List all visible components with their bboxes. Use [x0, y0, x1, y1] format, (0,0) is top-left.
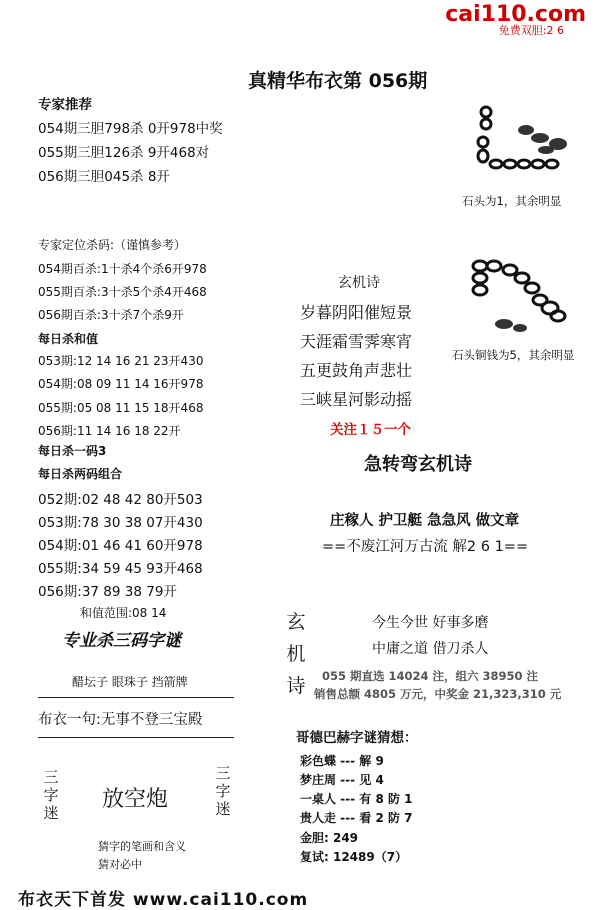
daily-two-line: 054期:01 46 41 60开978 — [38, 538, 203, 554]
zhuang-line: 庄稼人 护卫艇 急急风 做文章 — [330, 513, 520, 529]
daily-two-heading: 每日杀两码组合 — [38, 467, 123, 481]
godel-line: 金胆: 249 — [300, 831, 359, 845]
position-kill-line: 054期百杀:1十杀4个杀6开978 — [38, 262, 207, 276]
expert-line: 056期三胆045杀 8开 — [38, 169, 170, 185]
stone-image-2 — [470, 258, 590, 336]
divider — [38, 737, 234, 738]
godel-line: 一桌人 --- 有 8 防 1 — [300, 792, 413, 806]
daily-two-line: 052期:02 48 42 80开503 — [38, 492, 203, 508]
godel-line: 贵人走 --- 看 2 防 7 — [300, 811, 413, 825]
expert-heading: 专家推荐 — [38, 97, 92, 113]
godel-line: 梦庄周 --- 见 4 — [300, 773, 384, 787]
expert-line: 055期三胆126杀 9开468对 — [38, 145, 210, 161]
three-char-center: 放空炮 — [102, 787, 169, 812]
footer-text: 布衣天下首发 www.cai110.com — [18, 890, 309, 910]
page-title: 真精华布衣第 056期 — [248, 70, 428, 92]
daily-sum-heading: 每日杀和值 — [38, 332, 99, 346]
three-char-note: 猜对必中 — [98, 858, 142, 871]
daily-two-line: 053期:78 30 38 07开430 — [38, 515, 203, 531]
daily-one: 每日杀一码3 — [38, 444, 107, 458]
daily-sum-line: 053期:12 14 16 21 23开430 — [38, 354, 204, 368]
daily-sum-line: 055期:05 08 11 15 18开468 — [38, 401, 204, 415]
fei-line: ==不废江河万古流 解2 6 1== — [322, 539, 529, 555]
daily-sum-line: 054期:08 09 11 14 16开978 — [38, 377, 204, 391]
site-watermark: cai110.com — [445, 2, 586, 27]
riddle-three-items: 醋坛子 眼珠子 挡箭牌 — [72, 675, 188, 689]
position-kill-heading: 专家定位杀码:（谨慎参考） — [38, 238, 187, 252]
three-char-right: 三字迷 — [215, 764, 231, 818]
daily-two-line: 055期:34 59 45 93开468 — [38, 561, 203, 577]
godel-line: 复试: 12489（7） — [300, 850, 408, 864]
xuan-line: 今生今世 好事多磨 — [372, 615, 489, 631]
xuanji-line: 五更鼓角声悲壮 — [300, 361, 413, 380]
xuanji-heading: 玄机诗 — [338, 275, 380, 291]
stone-image-1 — [466, 104, 586, 176]
xuanji-line: 岁暮阴阳催短景 — [300, 303, 413, 322]
buyi-line: 布衣一句:无事不登三宝殿 — [38, 712, 203, 728]
daily-two-line: 056期:37 89 38 79开 — [38, 584, 177, 600]
riddle-three-title: 专业杀三码字谜 — [62, 631, 181, 651]
godel-heading: 哥德巴赫字谜猜想： — [296, 730, 418, 746]
xuan-side-char: 诗 — [286, 675, 306, 697]
follow-note: 关注１５一个 — [330, 422, 411, 438]
sales-line: 销售总额 4805 万元，中奖金 21,323,310 元 — [314, 687, 562, 701]
daily-sum-line: 056期:11 14 16 18 22开 — [38, 424, 181, 438]
xuan-line: 中庸之道 借刀杀人 — [372, 641, 489, 657]
xuan-side-char: 玄 — [286, 611, 306, 633]
stone-caption: 石头为1，其余明显 — [462, 194, 562, 208]
sales-line: 055 期直选 14024 注，组六 38950 注 — [322, 669, 539, 683]
xuanji-line: 天涯霜雪霁寒宵 — [300, 332, 413, 351]
xuanji-line: 三峡星河影动摇 — [300, 390, 413, 409]
three-char-left: 三字迷 — [43, 768, 59, 822]
jizhuan-title: 急转弯玄机诗 — [364, 454, 472, 475]
stone-caption: 石头铜钱为5，其余明显 — [452, 348, 575, 362]
watermark-sub: 免费双胆:2 6 — [498, 24, 564, 37]
position-kill-line: 056期百杀:3十杀7个杀9开 — [38, 308, 184, 322]
divider — [38, 697, 234, 698]
godel-line: 彩色蝶 --- 解 9 — [300, 754, 384, 768]
expert-line: 054期三胆798杀 0开978中奖 — [38, 121, 223, 137]
position-kill-line: 055期百杀:3十杀5个杀4开468 — [38, 285, 207, 299]
sum-range: 和值范围:08 14 — [80, 606, 167, 620]
xuan-side-char: 机 — [286, 643, 306, 665]
three-char-note: 猜字的笔画和含义 — [98, 840, 186, 853]
